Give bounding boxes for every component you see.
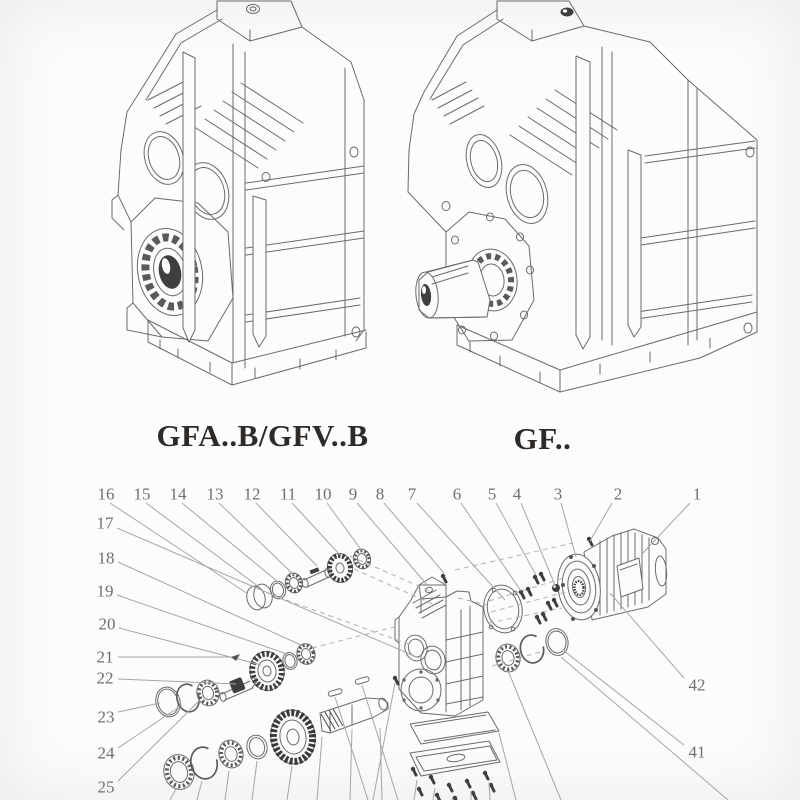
leader-line xyxy=(496,503,536,575)
leader-line xyxy=(118,705,182,748)
part-number-label: 7 xyxy=(407,484,417,504)
bolt xyxy=(483,771,488,779)
part-number-label: 12 xyxy=(243,484,261,504)
leader-line xyxy=(117,528,419,658)
part-number-label: 2 xyxy=(613,484,623,504)
leader-line-cutoff xyxy=(225,771,229,800)
bolt xyxy=(519,590,524,598)
part-number-label: 13 xyxy=(206,484,224,504)
model-label-right: GF.. xyxy=(513,421,572,456)
leader-line xyxy=(118,703,160,712)
leader-line xyxy=(118,700,200,781)
part-number-label: 24 xyxy=(97,743,115,763)
leader-line-cutoff xyxy=(509,673,561,800)
leader-line xyxy=(118,679,236,684)
leader-line xyxy=(327,503,362,551)
leader-line-cutoff xyxy=(452,796,453,800)
gearbox-housing xyxy=(395,577,483,716)
leader-line xyxy=(590,503,612,541)
part-number-label: 22 xyxy=(96,668,114,688)
assembly-axis-dashed-line xyxy=(455,543,573,570)
model-label-left: GFA..B/GFV..B xyxy=(156,418,369,453)
leader-line-cutoff xyxy=(197,781,202,800)
part-number-label: 11 xyxy=(279,484,297,504)
part-number-label: 6 xyxy=(452,484,462,504)
bolt xyxy=(465,779,470,787)
leader-line xyxy=(119,628,261,665)
part-number-label: 17 xyxy=(96,513,114,533)
leader-line xyxy=(110,503,248,594)
part-number-label: 18 xyxy=(97,548,115,568)
leader-line xyxy=(384,503,444,573)
gearbox-right-drawing xyxy=(408,1,757,392)
oil-pan-and-gasket xyxy=(410,712,500,776)
bolt xyxy=(546,601,551,609)
bolt xyxy=(429,775,434,783)
part-number-label: 42 xyxy=(688,675,706,695)
part-number-label: 3 xyxy=(553,484,563,504)
bolt xyxy=(441,574,446,582)
leader-line xyxy=(461,503,521,591)
bolt xyxy=(453,796,458,800)
bolt xyxy=(533,575,538,583)
bolt xyxy=(411,767,416,775)
leader-line xyxy=(117,595,287,654)
part-number-label: 25 xyxy=(97,777,115,797)
part-number-label: 14 xyxy=(169,484,187,504)
bolt xyxy=(447,783,452,791)
part-number-label: 9 xyxy=(348,484,358,504)
bolt xyxy=(435,793,440,800)
leader-line-cutoff xyxy=(287,766,292,800)
leader-line-cutoff xyxy=(499,733,516,800)
part-number-label: 4 xyxy=(512,484,522,504)
leader-line xyxy=(357,503,428,586)
leader-line-cutoff xyxy=(414,780,417,800)
leader-line-cutoff xyxy=(170,789,176,800)
leader-line-cutoff xyxy=(433,788,435,800)
part-number-label: 1 xyxy=(692,484,702,504)
assembly-axis-dashed-line xyxy=(312,626,398,648)
exploded-view-diagram xyxy=(97,485,729,800)
gearbox-left-drawing xyxy=(112,1,366,385)
input-bearing-set xyxy=(493,627,570,675)
part-number-label: 21 xyxy=(96,647,114,667)
bolt xyxy=(526,587,531,595)
assembly-axis-dashed-line xyxy=(350,556,432,592)
output-shaft-assembly xyxy=(160,676,388,793)
part-number-label: 41 xyxy=(688,742,706,762)
bolt xyxy=(539,572,544,580)
bolt xyxy=(535,615,540,623)
leader-line-cutoff xyxy=(252,761,257,800)
part-number-label: 23 xyxy=(97,707,115,727)
part-number-label: 8 xyxy=(375,484,385,504)
leader-line xyxy=(146,503,259,587)
leader-line xyxy=(563,650,684,745)
part-number-label: 19 xyxy=(96,581,114,601)
bolt xyxy=(541,612,546,620)
leader-line-cutoff xyxy=(380,728,382,800)
leader-arrowhead xyxy=(231,654,240,661)
leader-line-cutoff xyxy=(350,729,352,800)
leader-line xyxy=(118,562,303,646)
leader-line xyxy=(521,503,555,585)
part-number-label: 10 xyxy=(314,484,332,504)
leader-line xyxy=(256,503,317,566)
bolt xyxy=(552,598,557,606)
bolt xyxy=(471,791,476,799)
part-number-label: 16 xyxy=(97,484,115,504)
leader-line xyxy=(641,503,690,555)
bolt xyxy=(417,787,422,795)
part-number-label: 5 xyxy=(487,484,497,504)
part-number-label: 15 xyxy=(133,484,151,504)
leader-line xyxy=(561,503,576,557)
leader-line-cutoff xyxy=(317,737,322,800)
part-number-label: 20 xyxy=(98,614,116,634)
shaft-key-plug xyxy=(552,584,560,592)
bolt xyxy=(393,676,398,684)
leader-line xyxy=(182,503,277,581)
